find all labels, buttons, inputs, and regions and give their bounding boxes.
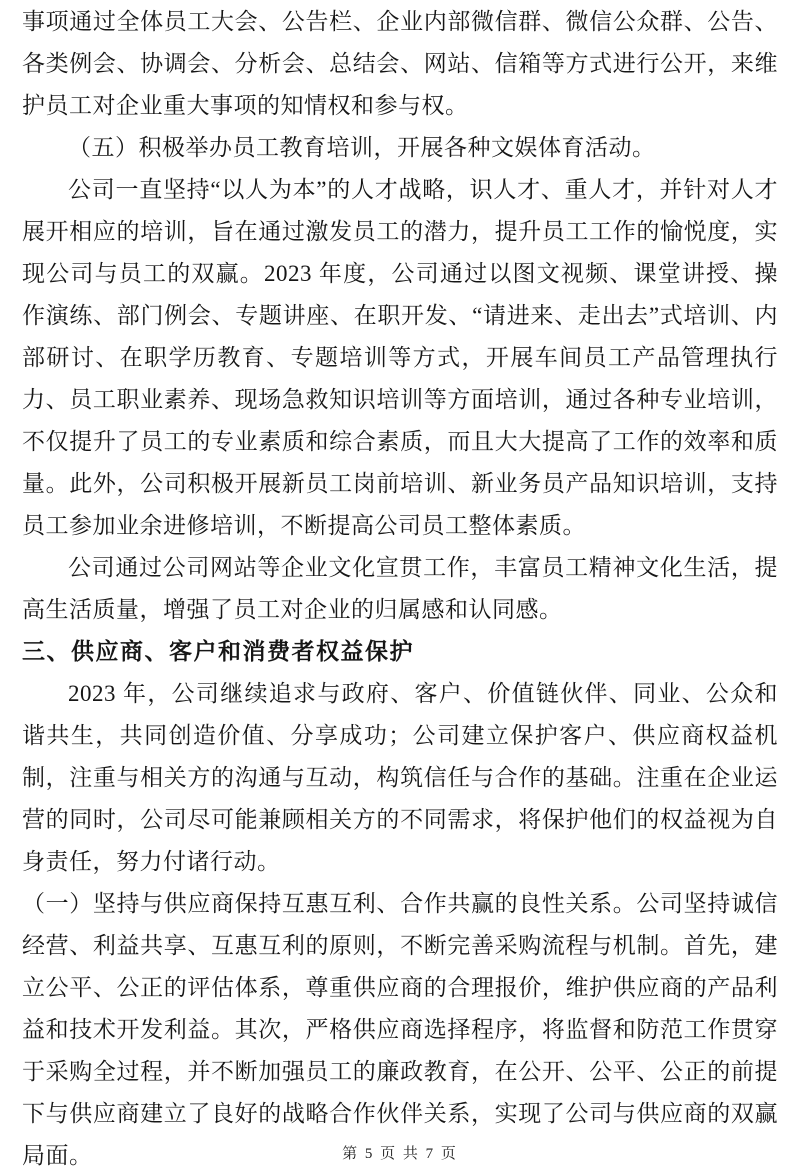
- document-content: [22, 1, 778, 1170]
- page-number: 第 5 页 共 7 页: [342, 1146, 458, 1162]
- page-footer: [0, 1142, 800, 1163]
- section-heading: 三、供应商、客户和消费者权益保护: [22, 639, 414, 664]
- paragraph: （一）坚持与供应商保持互惠互利、合作共赢的良性关系。公司坚持诚信经营、利益共享、互惠互利的原则，不断完善采购流程与机制。首先，建立公平、公正的评估体系，尊重供应商的合理报价，维护供应商的产品利益和技术开发利益。其次，严格供应商选择程序，将监督和防范工作贯穿于采购全过程，并不断加强员工的廉政教育，在公开、公平、公正的前提下与供应商建立了良好的战略合作伙伴关系，实现了公司与供应商的双赢局面。: [22, 891, 778, 1168]
- paragraph: 公司通过公司网站等企业文化宣贯工作，丰富员工精神文化生活，提高生活质量，增强了员工对企业的归属感和认同感。: [22, 555, 778, 622]
- paragraph: 公司一直坚持“以人为本”的人才战略，识人才、重人才，并针对人才展开相应的培训，旨在通过激发员工的潜力，提升员工工作的愉悦度，实现公司与员工的双赢。2023 年度，公司通过以图文视频、课堂讲授、操作演练、部门例会、专题讲座、在职开发、“请进来、走出去”式培训、内部研讨、在职学历教育、专题培训等方式，开展车间员工产品管理执行力、员工职业素养、现场急救知识培训等方面培训，通过各种专业培训，不仅提升了员工的专业素质和综合素质，而且大大提高了工作的效率和质量。此外，公司积极开展新员工岗前培训、新业务员产品知识培训，支持员工参加业余进修培训，不断提高公司员工整体素质。: [22, 177, 778, 538]
- paragraph: （五）积极举办员工教育培训，开展各种文娱体育活动。: [68, 135, 656, 160]
- paragraph: 2023 年，公司继续追求与政府、客户、价值链伙伴、同业、公众和谐共生，共同创造价值、分享成功；公司建立保护客户、供应商权益机制，注重与相关方的沟通与互动，构筑信任与合作的基础。注重在企业运营的同时，公司尽可能兼顾相关方的不同需求，将保护他们的权益视为自身责任，努力付诸行动。: [22, 681, 778, 874]
- paragraph: 事项通过全体员工大会、公告栏、企业内部微信群、微信公众群、公告、各类例会、协调会、分析会、总结会、网站、信箱等方式进行公开，来维护员工对企业重大事项的知情权和参与权。: [22, 9, 778, 118]
